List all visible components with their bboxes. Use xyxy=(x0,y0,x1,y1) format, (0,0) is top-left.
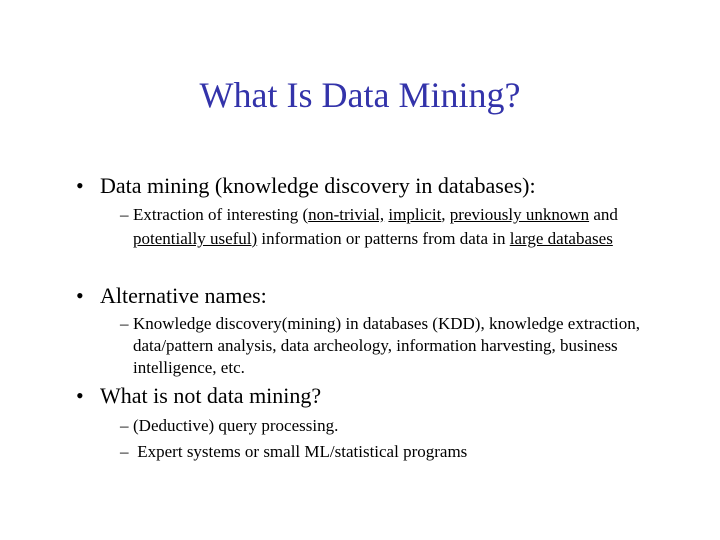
bullet-text: Data mining (knowledge discovery in databases): xyxy=(100,173,536,198)
underlined-text: implicit xyxy=(388,205,442,224)
bullet-icon: • xyxy=(76,383,84,408)
sub-bullet-text: Knowledge discovery(mining) in databases (KDD), knowledge extraction, data/pattern analysis, data archeology, information harvesting, business intelligence, etc. xyxy=(133,314,641,377)
text-run: Extraction of interesting ( xyxy=(133,205,309,224)
dash-icon: – xyxy=(120,442,129,461)
underlined-text: potentially useful) xyxy=(133,229,258,248)
sub-bullet-alt-names xyxy=(120,313,650,379)
sub-bullet-extraction xyxy=(120,203,640,251)
bullet-text: Alternative names: xyxy=(100,283,267,308)
underlined-text: large databases xyxy=(509,229,613,248)
underlined-text: non-trivial, xyxy=(308,205,385,224)
bullet-icon: • xyxy=(76,173,84,198)
underlined-text: previously unknown xyxy=(449,205,590,224)
bullet-icon: • xyxy=(76,283,84,308)
sub-bullet-text: Expert systems or small ML/statistical programs xyxy=(133,442,468,461)
sub-bullet-text xyxy=(120,203,640,251)
bullet-not-data-mining xyxy=(76,383,321,409)
slide-title: What Is Data Mining? xyxy=(199,75,521,115)
text-run: and xyxy=(589,205,618,224)
sub-bullet-expert-systems xyxy=(120,440,660,464)
text-run: , xyxy=(441,205,450,224)
sub-bullet-text: (Deductive) query processing. xyxy=(133,416,339,435)
dash-icon: – xyxy=(120,205,129,224)
bullet-text: What is not data mining? xyxy=(100,383,322,408)
dash-icon: – xyxy=(120,314,129,333)
sub-bullet-query-processing xyxy=(120,414,660,438)
text-run: information or patterns from data in xyxy=(257,229,510,248)
dash-icon: – xyxy=(120,416,129,435)
bullet-alternative-names xyxy=(76,283,267,309)
bullet-data-mining xyxy=(76,173,536,199)
